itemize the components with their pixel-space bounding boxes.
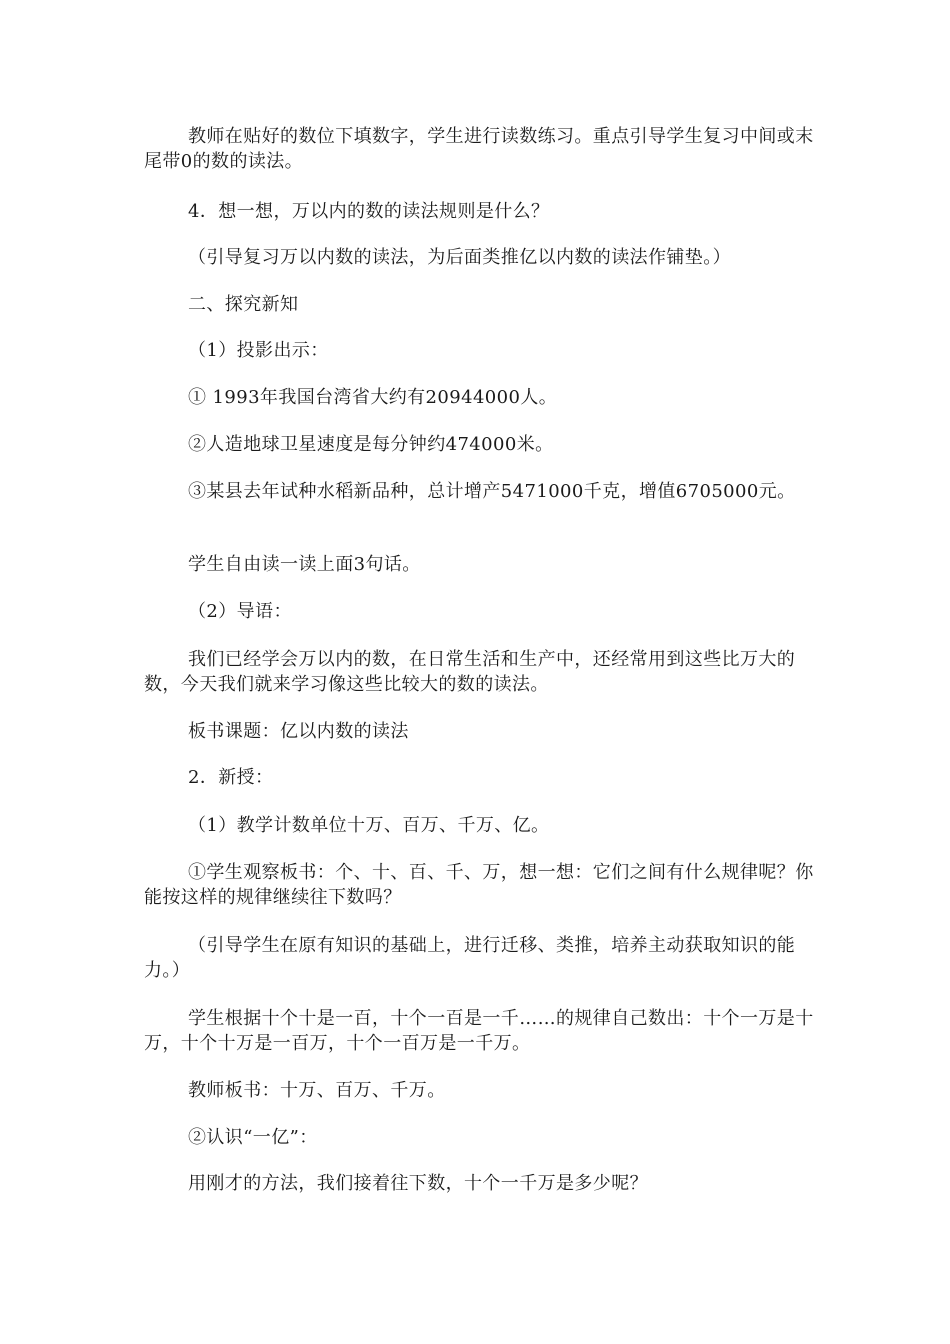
paragraph-question-4: 4．想一想，万以内的数的读法规则是什么？ bbox=[188, 201, 550, 222]
paragraph-board-title: 板书课题：亿以内数的读法 bbox=[188, 721, 409, 742]
list-item-satellite: ②人造地球卫星速度是每分钟约474000米。 bbox=[188, 434, 554, 455]
paragraph-guide-note: （引导复习万以内数的读法，为后面类推亿以内数的读法作铺垫。） bbox=[188, 247, 731, 268]
paragraph-observe-board: ①学生观察板书：个、十、百、千、万，想一想：它们之间有什么规律呢？你能按这样的规律继续往下数吗？ bbox=[144, 862, 814, 908]
paragraph-guide-transfer: （引导学生在原有知识的基础上，进行迁移、类推，培养主动获取知识的能力。） bbox=[144, 935, 796, 981]
paragraph-counting-units: （1）教学计数单位十万、百万、千万、亿。 bbox=[188, 815, 550, 836]
paragraph-continue-count: 用刚才的方法，我们接着往下数，十个一千万是多少呢？ bbox=[188, 1173, 648, 1194]
list-item-rice: ③某县去年试种水稻新品种，总计增产5471000千克，增值6705000元。 bbox=[188, 481, 796, 502]
section-heading-explore: 二、探究新知 bbox=[188, 294, 299, 315]
paragraph-new-lesson: 2．新授： bbox=[188, 767, 274, 788]
paragraph-intro: （2）导语： bbox=[188, 601, 292, 622]
paragraph-intro-text: 我们已经学会万以内的数，在日常生活和生产中，还经常用到这些比万大的数，今天我们就来学习像这些比较大的数的读法。 bbox=[144, 649, 796, 695]
paragraph-students-count: 学生根据十个十是一百，十个一百是一千……的规律自己数出：十个一万是十万，十个十万是一百万，十个一百万是一千万。 bbox=[144, 1008, 814, 1054]
paragraph-teacher-board: 教师板书：十万、百万、千万。 bbox=[188, 1080, 446, 1101]
paragraph-projection: （1）投影出示： bbox=[188, 340, 329, 361]
paragraph-know-yi: ②认识“一亿”： bbox=[188, 1127, 318, 1148]
paragraph-read-aloud: 学生自由读一读上面3句话。 bbox=[188, 554, 421, 575]
list-item-taiwan: ① 1993年我国台湾省大约有20944000人。 bbox=[188, 387, 558, 408]
paragraph-review-reading: 教师在贴好的数位下填数字，学生进行读数练习。重点引导学生复习中间或末尾带0的数的读法。 bbox=[144, 126, 814, 172]
